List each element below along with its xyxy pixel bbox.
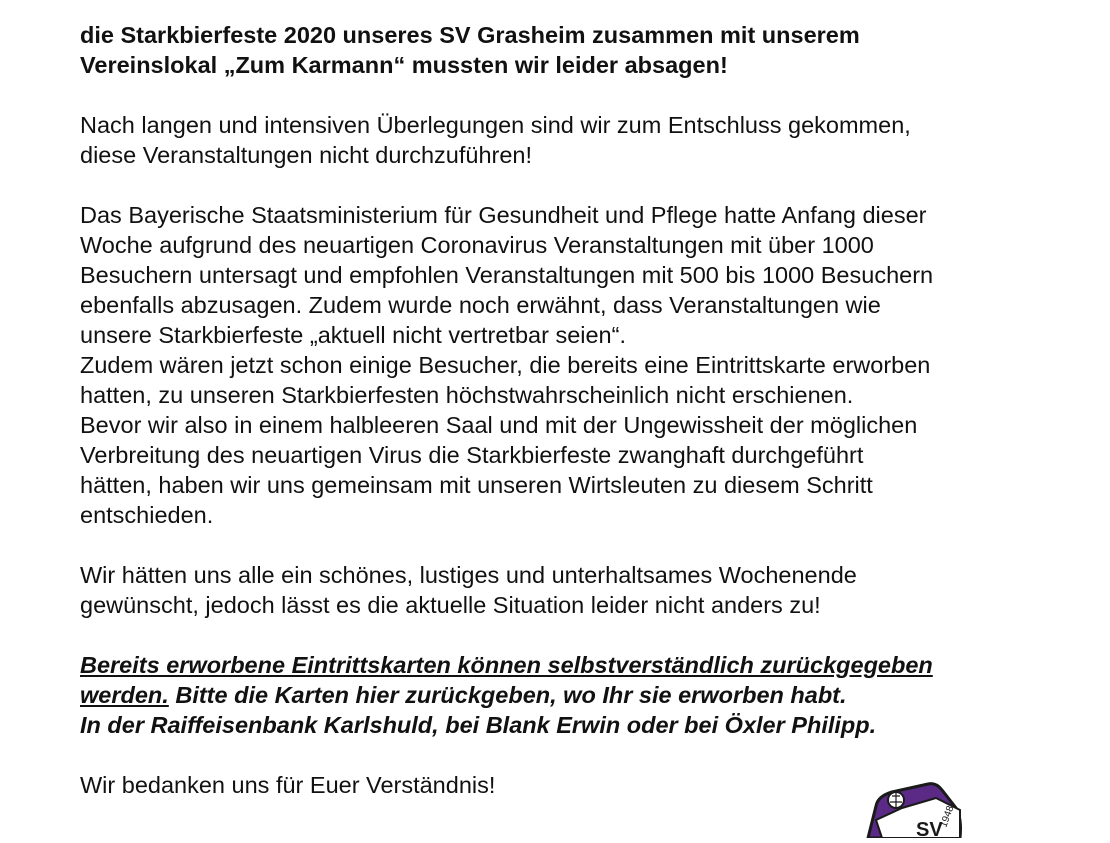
paragraph-2-line: ebenfalls abzusagen. Zudem wurde noch erwähnt, dass Veranstaltungen wie bbox=[80, 292, 881, 318]
headline-line-2: Vereinslokal „Zum Karmann“ mussten wir leider absagen! bbox=[80, 52, 728, 78]
paragraph-3-line: gewünscht, jedoch lässt es die aktuelle Situation leider nicht anders zu! bbox=[80, 592, 821, 618]
refund-notice-underlined: werden. bbox=[80, 682, 169, 708]
crest-year: 1948 bbox=[938, 804, 957, 830]
paragraph-2-line: Zudem wären jetzt schon einige Besucher, die bereits eine Eintrittskarte erworben bbox=[80, 352, 931, 378]
refund-locations: In der Raiffeisenbank Karlshuld, bei Blank Erwin oder bei Öxler Philipp. bbox=[80, 712, 877, 738]
headline-line-1: die Starkbierfeste 2020 unseres SV Grasheim zusammen mit unserem bbox=[80, 22, 860, 48]
paragraph-2-line: Besuchern untersagt und empfohlen Veranstaltungen mit 500 bis 1000 Besuchern bbox=[80, 262, 934, 288]
refund-notice-line-2 bbox=[80, 680, 1080, 710]
closing-line: Wir bedanken uns für Euer Verständnis! bbox=[80, 772, 496, 798]
paragraph-2-line: hatten, zu unseren Starkbierfesten höchstwahrscheinlich nicht erschienen. bbox=[80, 382, 854, 408]
refund-notice-rest: Bitte die Karten hier zurückgeben, wo Ihr sie erworben habt. bbox=[168, 682, 847, 708]
paragraph-2-line: Das Bayerische Staatsministerium für Gesundheit und Pflege hatte Anfang dieser bbox=[80, 202, 927, 228]
crest-letters: SV bbox=[916, 819, 943, 838]
paragraph-2-line: Bevor wir also in einem halbleeren Saal und mit der Ungewissheit der möglichen bbox=[80, 412, 918, 438]
paragraph-2-line: Woche aufgrund des neuartigen Coronavirus Veranstaltungen mit über 1000 bbox=[80, 232, 874, 258]
refund-notice-line-1: Bereits erworbene Eintrittskarten können selbstverständlich zurückgegeben bbox=[80, 652, 933, 678]
paragraph-1-line: Nach langen und intensiven Überlegungen sind wir zum Entschluss gekommen, bbox=[80, 112, 911, 138]
letter-document bbox=[80, 20, 1080, 800]
paragraph-2-line: unsere Starkbierfeste „aktuell nicht vertretbar seien“. bbox=[80, 322, 626, 348]
paragraph-2-line: hätten, haben wir uns gemeinsam mit unseren Wirtsleuten zu diesem Schritt bbox=[80, 472, 873, 498]
paragraph-1-line: diese Veranstaltungen nicht durchzuführen! bbox=[80, 142, 533, 168]
paragraph-3-line: Wir hätten uns alle ein schönes, lustiges und unterhaltsames Wochenende bbox=[80, 562, 857, 588]
club-crest-icon bbox=[862, 778, 982, 838]
paragraph-2-line: Verbreitung des neuartigen Virus die Starkbierfeste zwanghaft durchgeführt bbox=[80, 442, 864, 468]
paragraph-2-line: entschieden. bbox=[80, 502, 214, 528]
